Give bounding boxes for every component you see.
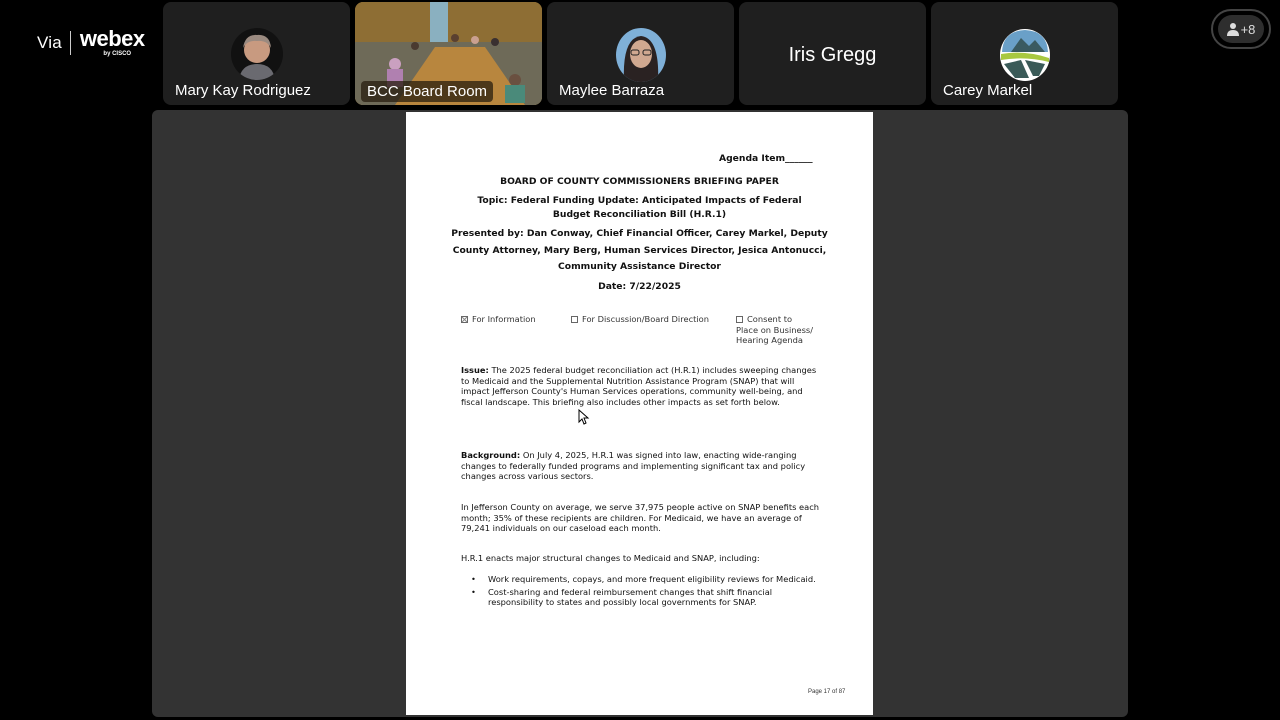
option-for-information: For Information <box>461 314 536 325</box>
participant-name: Maylee Barraza <box>559 82 665 99</box>
topic-line-2: Budget Reconciliation Bill (H.R.1) <box>552 209 727 220</box>
page-number: Page 17 of 87 <box>808 689 846 695</box>
webex-brand-logo <box>37 28 145 57</box>
participant-name: BCC Board Room <box>361 81 493 102</box>
participant-tile-iris-gregg[interactable] <box>739 2 926 105</box>
participant-name: Carey Markel <box>943 82 1033 99</box>
issue-label: Issue: <box>461 365 489 375</box>
unchecked-box-icon <box>571 316 578 323</box>
changes-intro: H.R.1 enacts major structural changes to Medicaid and SNAP, including: <box>461 553 760 563</box>
background-paragraph: Background: On July 4, 2025, H.R.1 was signed into law, enacting wide-ranging changes to federally funded programs and implementing significant tax and policy changes across various sectors. <box>461 450 806 482</box>
presented-by-line-3: Community Assistance Director <box>558 261 721 272</box>
participant-name: Mary Kay Rodriguez <box>175 82 311 99</box>
cisco-wordmark: by CISCO <box>103 51 132 57</box>
participant-tile-maylee-barraza[interactable] <box>547 2 734 105</box>
participant-name: Iris Gregg <box>788 44 877 66</box>
webex-logo <box>80 28 145 57</box>
list-item: • Cost-sharing and federal reimbursement changes that shift financial responsibility to states and possibly local governments for SNAP. <box>461 587 821 608</box>
option-consent-agenda: Consent to Place on Business/ Hearing Agenda <box>736 314 814 346</box>
person-icon <box>1227 22 1239 36</box>
avatar <box>616 28 666 82</box>
changes-list <box>461 574 821 610</box>
shared-document-page[interactable] <box>406 112 873 715</box>
issue-paragraph: Issue: The 2025 federal budget reconciliation act (H.R.1) includes sweeping changes to Medicaid and the Supplemental Nutrition Assistance Program (SNAP) that will impact Jefferson County's Human Services operations, community well-being, and fiscal landscape. This briefing also includes other impacts as set forth below. <box>461 365 817 408</box>
county-logo-avatar <box>999 28 1051 82</box>
more-participants-button[interactable] <box>1211 9 1271 49</box>
presented-by-line-2: County Attorney, Mary Berg, Human Services Director, Jesica Antonucci, <box>452 245 827 256</box>
unchecked-box-icon <box>736 316 743 323</box>
document-date: Date: 7/22/2025 <box>598 281 681 292</box>
checked-box-icon <box>461 316 468 323</box>
topic-line-1: Topic: Federal Funding Update: Anticipated Impacts of Federal <box>477 195 802 206</box>
list-item: • Work requirements, copays, and more frequent eligibility reviews for Medicaid. <box>461 574 821 585</box>
via-label: Via <box>37 32 62 52</box>
divider <box>70 31 71 55</box>
avatar <box>231 28 283 80</box>
document-title: BOARD OF COUNTY COMMISSIONERS BRIEFING PAPER <box>500 176 779 187</box>
agenda-item-label: Agenda Item______ <box>719 153 813 164</box>
stats-paragraph: In Jefferson County on average, we serve 37,975 people active on SNAP benefits each month; 35% of these recipients are children. For Medicaid, we have an average of 79,241 individuals on our caseload each month. <box>461 502 820 534</box>
webex-wordmark: webex <box>79 26 145 51</box>
participant-tile-mary-kay-rodriguez[interactable] <box>163 2 350 105</box>
background-label: Background: <box>461 450 521 460</box>
more-participants-count: +8 <box>1240 21 1256 37</box>
participant-tile-carey-markel[interactable] <box>931 2 1118 105</box>
option-for-discussion: For Discussion/Board Direction <box>571 314 709 325</box>
presented-by-line-1: Presented by: Dan Conway, Chief Financial Officer, Carey Markel, Deputy <box>451 228 828 239</box>
participant-tile-bcc-board-room[interactable] <box>355 2 542 105</box>
mouse-cursor-icon <box>578 409 590 425</box>
